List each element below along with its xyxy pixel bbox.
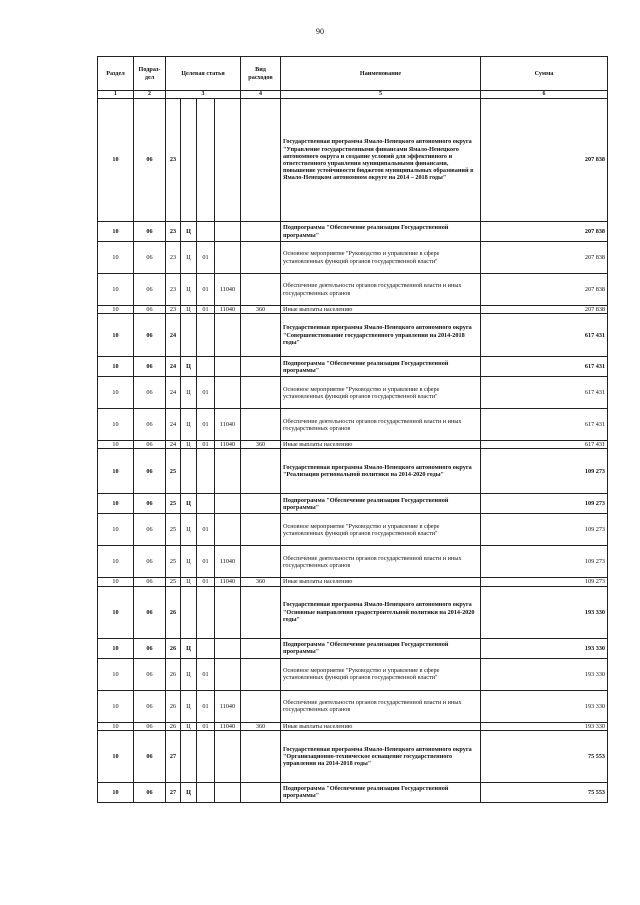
cell-podrazdel: 06	[134, 274, 166, 306]
cell-podrazdel: 06	[134, 782, 166, 802]
cell-summa: 617 431	[481, 409, 608, 441]
cell-activity-code: 01	[197, 514, 215, 546]
cell-naimenovanie: Подпрограмма "Обеспечение реализации Государственной программы"	[281, 782, 481, 802]
cell-subprogram-code: Ц	[181, 357, 197, 377]
table-row	[98, 409, 608, 441]
cell-razdel: 10	[98, 690, 134, 722]
cell-subprogram-code: Ц	[181, 514, 197, 546]
cell-summa: 109 273	[481, 546, 608, 578]
cell-podrazdel: 06	[134, 638, 166, 658]
cell-vid-rashodov	[241, 242, 281, 274]
table-row	[98, 514, 608, 546]
cell-summa: 207 838	[481, 274, 608, 306]
cell-activity-code	[197, 314, 215, 357]
table-row	[98, 546, 608, 578]
cell-vid-rashodov	[241, 514, 281, 546]
cell-naimenovanie: Обеспечение деятельности органов государственной власти и иных государственных органов	[281, 546, 481, 578]
cell-naimenovanie: Обеспечение деятельности органов государственной власти и иных государственных органов	[281, 274, 481, 306]
cell-vid-rashodov	[241, 690, 281, 722]
cell-direction-code: 11040	[215, 274, 241, 306]
cell-activity-code: 01	[197, 409, 215, 441]
cell-direction-code	[215, 99, 241, 222]
cell-program-code: 26	[166, 658, 181, 690]
cell-naimenovanie: Государственная программа Ямало-Ненецкого автономного округа "Организационно-техническое оснащение государственного управления на 2014-2018 годы"	[281, 730, 481, 782]
cell-direction-code: 11040	[215, 546, 241, 578]
cell-subprogram-code: Ц	[181, 722, 197, 730]
cell-podrazdel: 06	[134, 494, 166, 514]
cell-direction-code	[215, 357, 241, 377]
cell-naimenovanie: Основное мероприятие "Руководство и управление в сфере установленных функций органов государственной власти"	[281, 514, 481, 546]
cell-naimenovanie: Основное мероприятие "Руководство и управление в сфере установленных функций органов государственной власти"	[281, 658, 481, 690]
cell-razdel: 10	[98, 409, 134, 441]
header-summa: Сумма	[481, 57, 608, 91]
cell-program-code: 24	[166, 441, 181, 449]
cell-activity-code: 01	[197, 658, 215, 690]
cell-program-code: 26	[166, 722, 181, 730]
table-row	[98, 357, 608, 377]
cell-program-code: 25	[166, 494, 181, 514]
cell-vid-rashodov	[241, 658, 281, 690]
cell-activity-code: 01	[197, 274, 215, 306]
header-razdel: Раздел	[98, 57, 134, 91]
cell-subprogram-code	[181, 99, 197, 222]
cell-summa: 207 838	[481, 99, 608, 222]
cell-subprogram-code	[181, 314, 197, 357]
cell-vid-rashodov	[241, 449, 281, 494]
cell-podrazdel: 06	[134, 514, 166, 546]
cell-razdel: 10	[98, 314, 134, 357]
cell-razdel: 10	[98, 658, 134, 690]
cell-summa: 109 273	[481, 514, 608, 546]
cell-program-code: 25	[166, 546, 181, 578]
cell-summa: 109 273	[481, 449, 608, 494]
cell-summa: 617 431	[481, 441, 608, 449]
cell-program-code: 26	[166, 586, 181, 638]
cell-direction-code	[215, 449, 241, 494]
cell-podrazdel: 06	[134, 222, 166, 242]
cell-activity-code	[197, 449, 215, 494]
cell-summa: 193 330	[481, 638, 608, 658]
cell-direction-code: 11040	[215, 690, 241, 722]
cell-subprogram-code: Ц	[181, 441, 197, 449]
cell-naimenovanie: Иные выплаты населению	[281, 441, 481, 449]
cell-subprogram-code: Ц	[181, 578, 197, 586]
cell-naimenovanie: Иные выплаты населению	[281, 722, 481, 730]
cell-summa: 207 838	[481, 242, 608, 274]
header-naimenovanie: Наименование	[281, 57, 481, 91]
table-row	[98, 306, 608, 314]
table-row	[98, 99, 608, 222]
cell-vid-rashodov	[241, 546, 281, 578]
cell-activity-code	[197, 782, 215, 802]
cell-razdel: 10	[98, 99, 134, 222]
cell-summa: 617 431	[481, 357, 608, 377]
cell-podrazdel: 06	[134, 377, 166, 409]
cell-podrazdel: 06	[134, 586, 166, 638]
cell-subprogram-code: Ц	[181, 690, 197, 722]
table-row	[98, 242, 608, 274]
cell-razdel: 10	[98, 306, 134, 314]
cell-razdel: 10	[98, 514, 134, 546]
table-row	[98, 441, 608, 449]
cell-activity-code: 01	[197, 578, 215, 586]
cell-program-code: 23	[166, 306, 181, 314]
cell-activity-code: 01	[197, 690, 215, 722]
cell-razdel: 10	[98, 274, 134, 306]
cell-vid-rashodov: 360	[241, 722, 281, 730]
table-row	[98, 782, 608, 802]
col-number: 1	[98, 91, 134, 99]
cell-program-code: 27	[166, 730, 181, 782]
table-row	[98, 314, 608, 357]
cell-naimenovanie: Подпрограмма "Обеспечение реализации Государственной программы"	[281, 222, 481, 242]
cell-program-code: 25	[166, 578, 181, 586]
cell-razdel: 10	[98, 782, 134, 802]
cell-naimenovanie: Иные выплаты населению	[281, 578, 481, 586]
table-row	[98, 586, 608, 638]
cell-podrazdel: 06	[134, 314, 166, 357]
cell-subprogram-code	[181, 449, 197, 494]
cell-podrazdel: 06	[134, 441, 166, 449]
cell-vid-rashodov	[241, 222, 281, 242]
cell-program-code: 24	[166, 409, 181, 441]
cell-razdel: 10	[98, 357, 134, 377]
col-number: 6	[481, 91, 608, 99]
col-number: 2	[134, 91, 166, 99]
cell-direction-code	[215, 222, 241, 242]
cell-razdel: 10	[98, 586, 134, 638]
cell-subprogram-code: Ц	[181, 409, 197, 441]
cell-program-code: 25	[166, 449, 181, 494]
cell-summa: 193 330	[481, 658, 608, 690]
cell-direction-code	[215, 658, 241, 690]
table-row	[98, 658, 608, 690]
cell-podrazdel: 06	[134, 578, 166, 586]
cell-direction-code: 11040	[215, 578, 241, 586]
cell-subprogram-code	[181, 730, 197, 782]
cell-naimenovanie: Основное мероприятие "Руководство и управление в сфере установленных функций органов государственной власти"	[281, 242, 481, 274]
table-row	[98, 494, 608, 514]
table-row	[98, 722, 608, 730]
cell-razdel: 10	[98, 494, 134, 514]
cell-summa: 617 431	[481, 314, 608, 357]
budget-table	[97, 56, 608, 803]
cell-direction-code	[215, 638, 241, 658]
cell-direction-code	[215, 314, 241, 357]
cell-vid-rashodov	[241, 314, 281, 357]
col-number: 3	[166, 91, 241, 99]
cell-activity-code: 01	[197, 441, 215, 449]
cell-activity-code: 01	[197, 306, 215, 314]
cell-vid-rashodov	[241, 494, 281, 514]
cell-activity-code: 01	[197, 242, 215, 274]
cell-razdel: 10	[98, 377, 134, 409]
cell-activity-code: 01	[197, 377, 215, 409]
table-row	[98, 377, 608, 409]
cell-direction-code	[215, 730, 241, 782]
cell-vid-rashodov	[241, 377, 281, 409]
table-row	[98, 449, 608, 494]
header-row	[98, 57, 608, 91]
cell-subprogram-code: Ц	[181, 494, 197, 514]
cell-summa: 193 330	[481, 722, 608, 730]
cell-summa: 109 273	[481, 578, 608, 586]
header-celevaya-statya: Целевая статья	[166, 57, 241, 91]
cell-activity-code	[197, 638, 215, 658]
cell-vid-rashodov	[241, 638, 281, 658]
cell-subprogram-code: Ц	[181, 377, 197, 409]
cell-activity-code	[197, 586, 215, 638]
cell-program-code: 24	[166, 377, 181, 409]
cell-podrazdel: 06	[134, 722, 166, 730]
cell-naimenovanie: Государственная программа Ямало-Ненецкого автономного округа "Основные направления градостроительной политики на 2014-2020 годы"	[281, 586, 481, 638]
cell-razdel: 10	[98, 449, 134, 494]
cell-subprogram-code: Ц	[181, 306, 197, 314]
cell-program-code: 24	[166, 314, 181, 357]
cell-podrazdel: 06	[134, 409, 166, 441]
cell-naimenovanie: Подпрограмма "Обеспечение реализации Государственной программы"	[281, 638, 481, 658]
cell-direction-code: 11040	[215, 441, 241, 449]
cell-razdel: 10	[98, 222, 134, 242]
table-row	[98, 730, 608, 782]
cell-direction-code	[215, 494, 241, 514]
cell-subprogram-code: Ц	[181, 546, 197, 578]
cell-program-code: 23	[166, 274, 181, 306]
cell-activity-code	[197, 494, 215, 514]
cell-vid-rashodov: 360	[241, 578, 281, 586]
cell-podrazdel: 06	[134, 730, 166, 782]
cell-razdel: 10	[98, 730, 134, 782]
cell-naimenovanie: Подпрограмма "Обеспечение реализации Государственной программы"	[281, 494, 481, 514]
cell-podrazdel: 06	[134, 546, 166, 578]
cell-vid-rashodov	[241, 357, 281, 377]
cell-podrazdel: 06	[134, 449, 166, 494]
cell-podrazdel: 06	[134, 306, 166, 314]
cell-subprogram-code: Ц	[181, 242, 197, 274]
col-number: 4	[241, 91, 281, 99]
cell-direction-code: 11040	[215, 306, 241, 314]
cell-program-code: 23	[166, 222, 181, 242]
cell-direction-code	[215, 782, 241, 802]
cell-summa: 75 553	[481, 782, 608, 802]
header-podrazdel: Подраз-дел	[134, 57, 166, 91]
cell-program-code: 24	[166, 357, 181, 377]
cell-program-code: 26	[166, 638, 181, 658]
cell-podrazdel: 06	[134, 99, 166, 222]
cell-direction-code	[215, 586, 241, 638]
cell-podrazdel: 06	[134, 357, 166, 377]
cell-direction-code	[215, 377, 241, 409]
cell-summa: 207 838	[481, 222, 608, 242]
cell-subprogram-code: Ц	[181, 638, 197, 658]
cell-razdel: 10	[98, 546, 134, 578]
table-row	[98, 274, 608, 306]
column-number-row	[98, 91, 608, 99]
cell-vid-rashodov	[241, 409, 281, 441]
cell-vid-rashodov	[241, 730, 281, 782]
cell-naimenovanie: Иные выплаты населению	[281, 306, 481, 314]
cell-razdel: 10	[98, 578, 134, 586]
cell-subprogram-code: Ц	[181, 274, 197, 306]
cell-naimenovanie: Обеспечение деятельности органов государственной власти и иных государственных органов	[281, 690, 481, 722]
cell-vid-rashodov	[241, 274, 281, 306]
cell-subprogram-code	[181, 586, 197, 638]
cell-program-code: 27	[166, 782, 181, 802]
cell-naimenovanie: Государственная программа Ямало-Ненецкого автономного округа "Совершенствование государственного управления на 2014-2018 годы"	[281, 314, 481, 357]
table-row	[98, 222, 608, 242]
cell-direction-code: 11040	[215, 722, 241, 730]
cell-activity-code	[197, 357, 215, 377]
cell-razdel: 10	[98, 722, 134, 730]
cell-summa: 617 431	[481, 377, 608, 409]
cell-naimenovanie: Подпрограмма "Обеспечение реализации Государственной программы"	[281, 357, 481, 377]
header-vid-rashodov: Вид расходов	[241, 57, 281, 91]
cell-razdel: 10	[98, 242, 134, 274]
table-row	[98, 690, 608, 722]
cell-program-code: 25	[166, 514, 181, 546]
cell-summa: 75 553	[481, 730, 608, 782]
cell-summa: 193 330	[481, 586, 608, 638]
cell-razdel: 10	[98, 638, 134, 658]
cell-naimenovanie: Обеспечение деятельности органов государственной власти и иных государственных органов	[281, 409, 481, 441]
cell-podrazdel: 06	[134, 690, 166, 722]
cell-subprogram-code: Ц	[181, 222, 197, 242]
cell-summa: 109 273	[481, 494, 608, 514]
cell-naimenovanie: Основное мероприятие "Руководство и управление в сфере установленных функций органов государственной власти"	[281, 377, 481, 409]
cell-vid-rashodov: 360	[241, 441, 281, 449]
cell-vid-rashodov	[241, 586, 281, 638]
cell-naimenovanie: Государственная программа Ямало-Ненецкого автономного округа "Реализация региональной политики на 2014-2020 годы"	[281, 449, 481, 494]
cell-activity-code	[197, 730, 215, 782]
table-row	[98, 638, 608, 658]
cell-vid-rashodov	[241, 99, 281, 222]
cell-subprogram-code: Ц	[181, 658, 197, 690]
cell-summa: 207 838	[481, 306, 608, 314]
table-row	[98, 578, 608, 586]
cell-podrazdel: 06	[134, 242, 166, 274]
cell-vid-rashodov: 360	[241, 306, 281, 314]
cell-razdel: 10	[98, 441, 134, 449]
cell-activity-code: 01	[197, 546, 215, 578]
col-number: 5	[281, 91, 481, 99]
page-number: 90	[316, 27, 324, 36]
cell-podrazdel: 06	[134, 658, 166, 690]
cell-program-code: 23	[166, 99, 181, 222]
cell-summa: 193 330	[481, 690, 608, 722]
cell-program-code: 26	[166, 690, 181, 722]
cell-direction-code: 11040	[215, 409, 241, 441]
cell-program-code: 23	[166, 242, 181, 274]
cell-direction-code	[215, 514, 241, 546]
cell-naimenovanie: Государственная программа Ямало-Ненецкого автономного округа "Управление государственными финансами Ямало-Ненецкого автономного округа и создание условий для эффективного и ответственного управления муниципальными финансами, повышение устойчивости бюджетов муниципальных образований в Ямало-Ненецком автономном округе на 2014 – 2018 годы"	[281, 99, 481, 222]
cell-subprogram-code: Ц	[181, 782, 197, 802]
cell-activity-code	[197, 99, 215, 222]
cell-vid-rashodov	[241, 782, 281, 802]
cell-activity-code: 01	[197, 722, 215, 730]
cell-activity-code	[197, 222, 215, 242]
cell-direction-code	[215, 242, 241, 274]
